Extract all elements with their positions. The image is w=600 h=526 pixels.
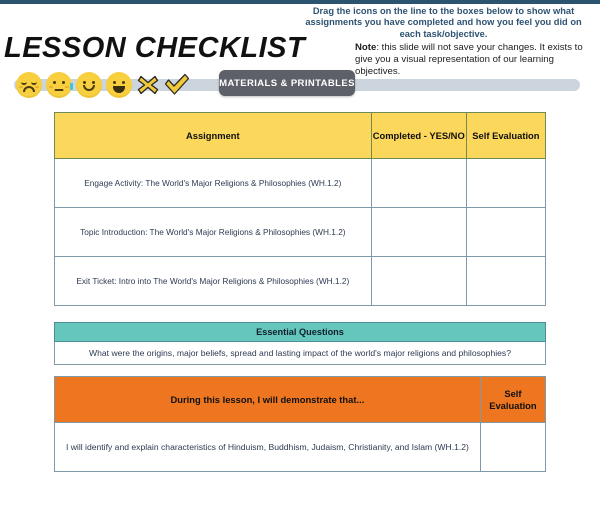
table-header-row <box>55 323 546 342</box>
table-row <box>55 342 546 365</box>
column-header-completed: Completed - YES/NO <box>371 113 466 159</box>
self-evaluation-dropzone[interactable] <box>466 159 545 208</box>
crying-face-icon[interactable] <box>46 72 72 98</box>
objective-cell: I will identify and explain characteristics of Hinduism, Buddhism, Judaism, Christianity, and Islam (WH.1.2) <box>55 423 481 472</box>
table-header-row <box>55 113 546 159</box>
table-row <box>55 159 546 208</box>
note-block <box>355 42 583 79</box>
column-header-objective-self-evaluation: Self Evaluation <box>480 377 545 423</box>
self-evaluation-dropzone[interactable] <box>466 208 545 257</box>
materials-and-printables-button[interactable]: MATERIALS & PRINTABLES <box>219 70 355 96</box>
assignment-cell: Engage Activity: The World's Major Religions & Philosophies (WH.1.2) <box>55 159 372 208</box>
self-evaluation-dropzone[interactable] <box>466 257 545 306</box>
completed-dropzone[interactable] <box>371 159 466 208</box>
column-header-objective: During this lesson, I will demonstrate that... <box>55 377 481 423</box>
completed-dropzone[interactable] <box>371 208 466 257</box>
page-title: LESSON CHECKLIST <box>4 32 306 64</box>
essential-questions-table <box>54 322 546 365</box>
table-row <box>55 257 546 306</box>
column-header-assignment: Assignment <box>55 113 372 159</box>
completed-dropzone[interactable] <box>371 257 466 306</box>
note-label: Note <box>355 42 377 53</box>
top-accent-rule <box>0 0 600 4</box>
drag-instruction-text: Drag the icons on the line to the boxes below to show what assignments you have completed and how you feel you did on each task/objective. <box>305 6 582 39</box>
neutral-face-icon[interactable] <box>76 72 102 98</box>
table-header-row <box>55 377 546 423</box>
cross-mark-icon[interactable] <box>136 73 160 97</box>
assignment-cell: Topic Introduction: The World's Major Religions & Philosophies (WH.1.2) <box>55 208 372 257</box>
happy-face-icon[interactable] <box>106 72 132 98</box>
objectives-table <box>54 376 546 472</box>
table-row <box>55 423 546 472</box>
check-mark-icon[interactable] <box>164 73 188 97</box>
assignment-table <box>54 112 546 306</box>
table-row <box>55 208 546 257</box>
objective-self-evaluation-dropzone[interactable] <box>480 423 545 472</box>
note-text: : this slide will not save your changes. It exists to give you a visual representation of our learning objectives. <box>355 42 583 78</box>
essential-question-text: What were the origins, major beliefs, spread and lasting impact of the world's major religions and philosophies? <box>55 342 546 365</box>
essential-questions-heading: Essential Questions <box>55 323 546 342</box>
column-header-self-evaluation: Self Evaluation <box>466 113 545 159</box>
emoji-icon-row <box>16 70 188 100</box>
assignment-cell: Exit Ticket: Intro into The World's Major Religions & Philosophies (WH.1.2) <box>55 257 372 306</box>
sad-face-icon[interactable] <box>16 72 42 98</box>
